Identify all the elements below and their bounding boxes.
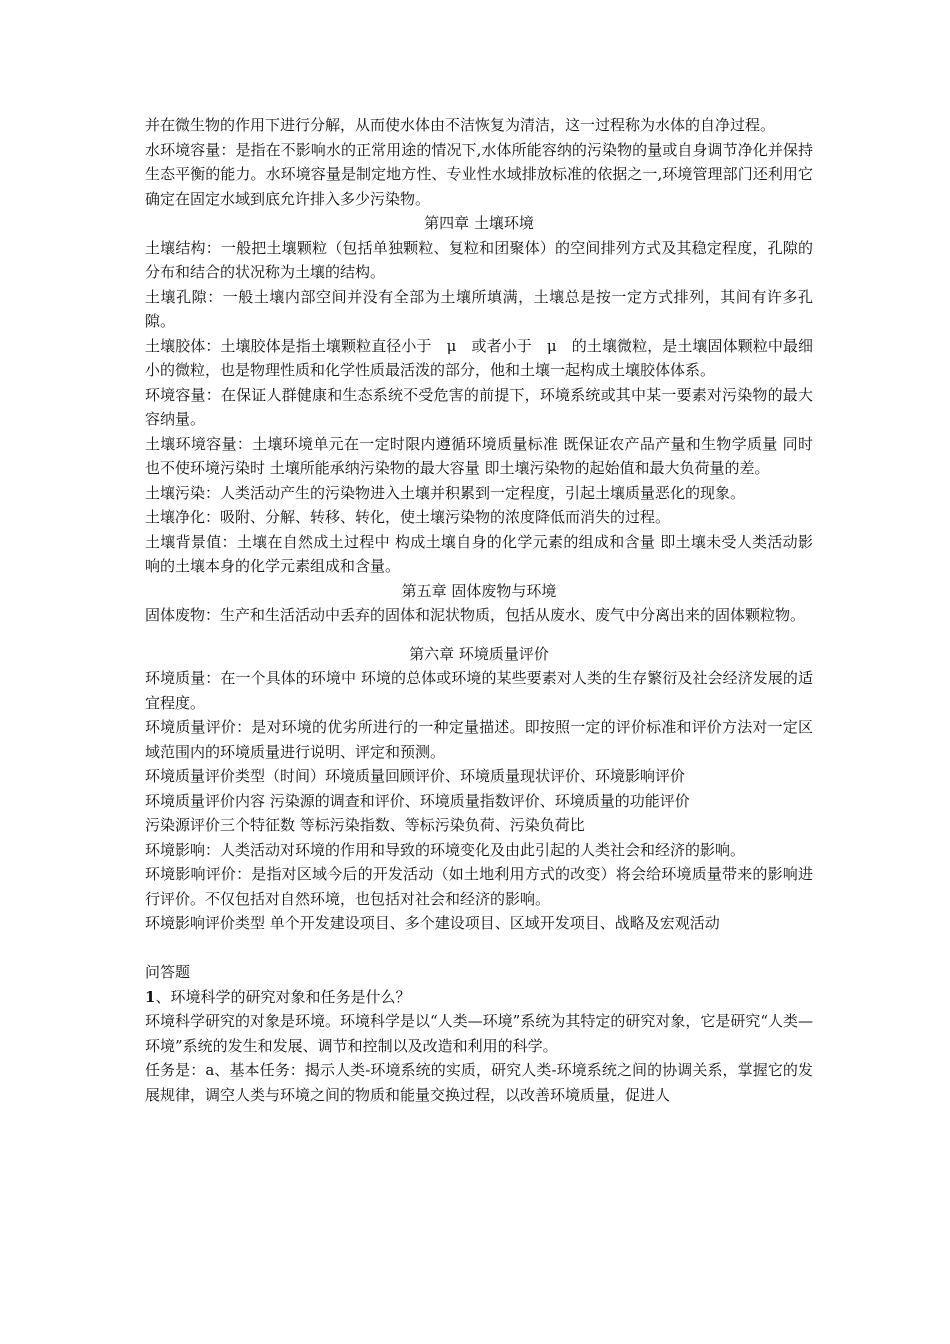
qa-section-title: 问答题 — [145, 963, 191, 981]
paragraph-soil-background: 土壤背景值：土壤在自然成土过程中 构成土壤自身的化学元素的组成和含量 即土壤未受人类活动影响的土壤本身的化学元素组成和含量。 — [145, 532, 813, 575]
chapter-4-heading: 第四章 土壤环境 — [424, 214, 534, 232]
paragraph-self-purification: 并在微生物的作用下进行分解，从而使水体由不洁恢复为清洁，这一过程称为水体的自净过程。 — [145, 116, 776, 134]
chapter-6-heading: 第六章 环境质量评价 — [409, 644, 549, 663]
paragraph-env-impact: 环境影响：人类活动对环境的作用和导致的环境变化及由此引起的人类社会和经济的影响。 — [145, 840, 746, 859]
paragraph-impact-eval-types: 环境影响评价类型 单个开发建设项目、多个建设项目、区域开发项目、战略及宏观活动 — [145, 914, 720, 932]
paragraph-soil-structure: 土壤结构：一般把土壤颗粒（包括单独颗粒、复粒和团聚体）的空间排列方式及其稳定程度，孔隙的分布和结合的状况称为土壤的结构。 — [145, 238, 813, 281]
paragraph-env-quality: 环境质量：在一个具体的环境中 环境的总体或环境的某些要素对人类的生存繁衍及社会经济发展的适宜程度。 — [145, 669, 813, 712]
paragraph-water-capacity: 水环境容量：是指在不影响水的正常用途的情况下,水体所能容纳的污染物的量或自身调节净化并保持生态平衡的能力。水环境容量是制定地方性、专业性水域排放标准的依据之一,环境管理部门还利用它确定在固定水域到底允许排入多少污染物。 — [145, 140, 813, 208]
paragraph-eval-content: 环境质量评价内容 污染源的调查和评价、环境质量指数评价、环境质量的功能评价 — [145, 791, 690, 810]
paragraph-env-capacity: 环境容量：在保证人群健康和生态系统不受危害的前提下，环境系统或其中某一要素对污染物的最大容纳量。 — [145, 385, 813, 428]
paragraph-env-quality-eval: 环境质量评价：是对环境的优劣所进行的一种定量描述。即按照一定的评价标准和评价方法对一定区域范围内的环境质量进行说明、评定和预测。 — [145, 718, 813, 761]
document-page — [145, 113, 813, 1107]
chapter-5-heading: 第五章 固体废物与环境 — [401, 581, 557, 600]
paragraph-answer-tasks: 任务是：a、基本任务：揭示人类-环境系统的实质，研究人类-环境系统之间的协调关系，掌握它的发展规律，调空人类与环境之间的物质和能量交换过程，以改善环境质量，促进人 — [145, 1061, 813, 1104]
question-1-text: 、环境科学的研究对象和任务是什么？ — [155, 987, 411, 1006]
paragraph-soil-colloid: 土壤胶体：土壤胶体是指土壤颗粒直径小于 μ 或者小于 μ 的土壤微粒，是土壤固体颗粒中最细小的微粒，也是物理性质和化学性质最活泼的部分，他和土壤一起构成土壤胶体体系。 — [145, 336, 813, 379]
paragraph-answer-object: 环境科学研究的对象是环境。环境科学是以“人类—环境”系统为其特定的研究对象，它是研究“人类—环境”系统的发生和发展、调节和控制以及改造和利用的科学。 — [145, 1012, 814, 1055]
question-1-number: 1 — [145, 987, 156, 1006]
paragraph-solid-waste: 固体废物：生产和生活活动中丢弃的固体和泥状物质，包括从废水、废气中分离出来的固体颗粒物。 — [145, 606, 806, 624]
paragraph-soil-pores: 土壤孔隙：一般土壤内部空间并没有全部为土壤所填满，土壤总是按一定方式排列，其间有许多孔隙。 — [145, 287, 813, 330]
question-1 — [145, 985, 813, 1010]
paragraph-pollution-source-eval: 污染源评价三个特征数 等标污染指数、等标污染负荷、污染负荷比 — [145, 816, 585, 834]
paragraph-eval-types: 环境质量评价类型（时间）环境质量回顾评价、环境质量现状评价、环境影响评价 — [145, 767, 686, 785]
paragraph-soil-purification: 土壤净化：吸附、分解、转移、转化，使土壤污染物的浓度降低而消失的过程。 — [145, 508, 671, 526]
paragraph-soil-pollution: 土壤污染：人类活动产生的污染物进入土壤并积累到一定程度，引起土壤质量恶化的现象。 — [145, 483, 746, 502]
paragraph-env-impact-eval: 环境影响评价：是指对区域今后的开发活动（如土地利用方式的改变）将会给环境质量带来的影响进行评价。不仅包括对自然环境，也包括对社会和经济的影响。 — [145, 865, 813, 908]
paragraph-soil-env-capacity: 土壤环境容量：土壤环境单元在一定时限内遵循环境质量标准 既保证农产品产量和生物学质量 同时也不使环境污染时 土壤所能承纳污染物的最大容量 即土壤污染物的起始值和最大负荷量的差。 — [145, 434, 813, 477]
